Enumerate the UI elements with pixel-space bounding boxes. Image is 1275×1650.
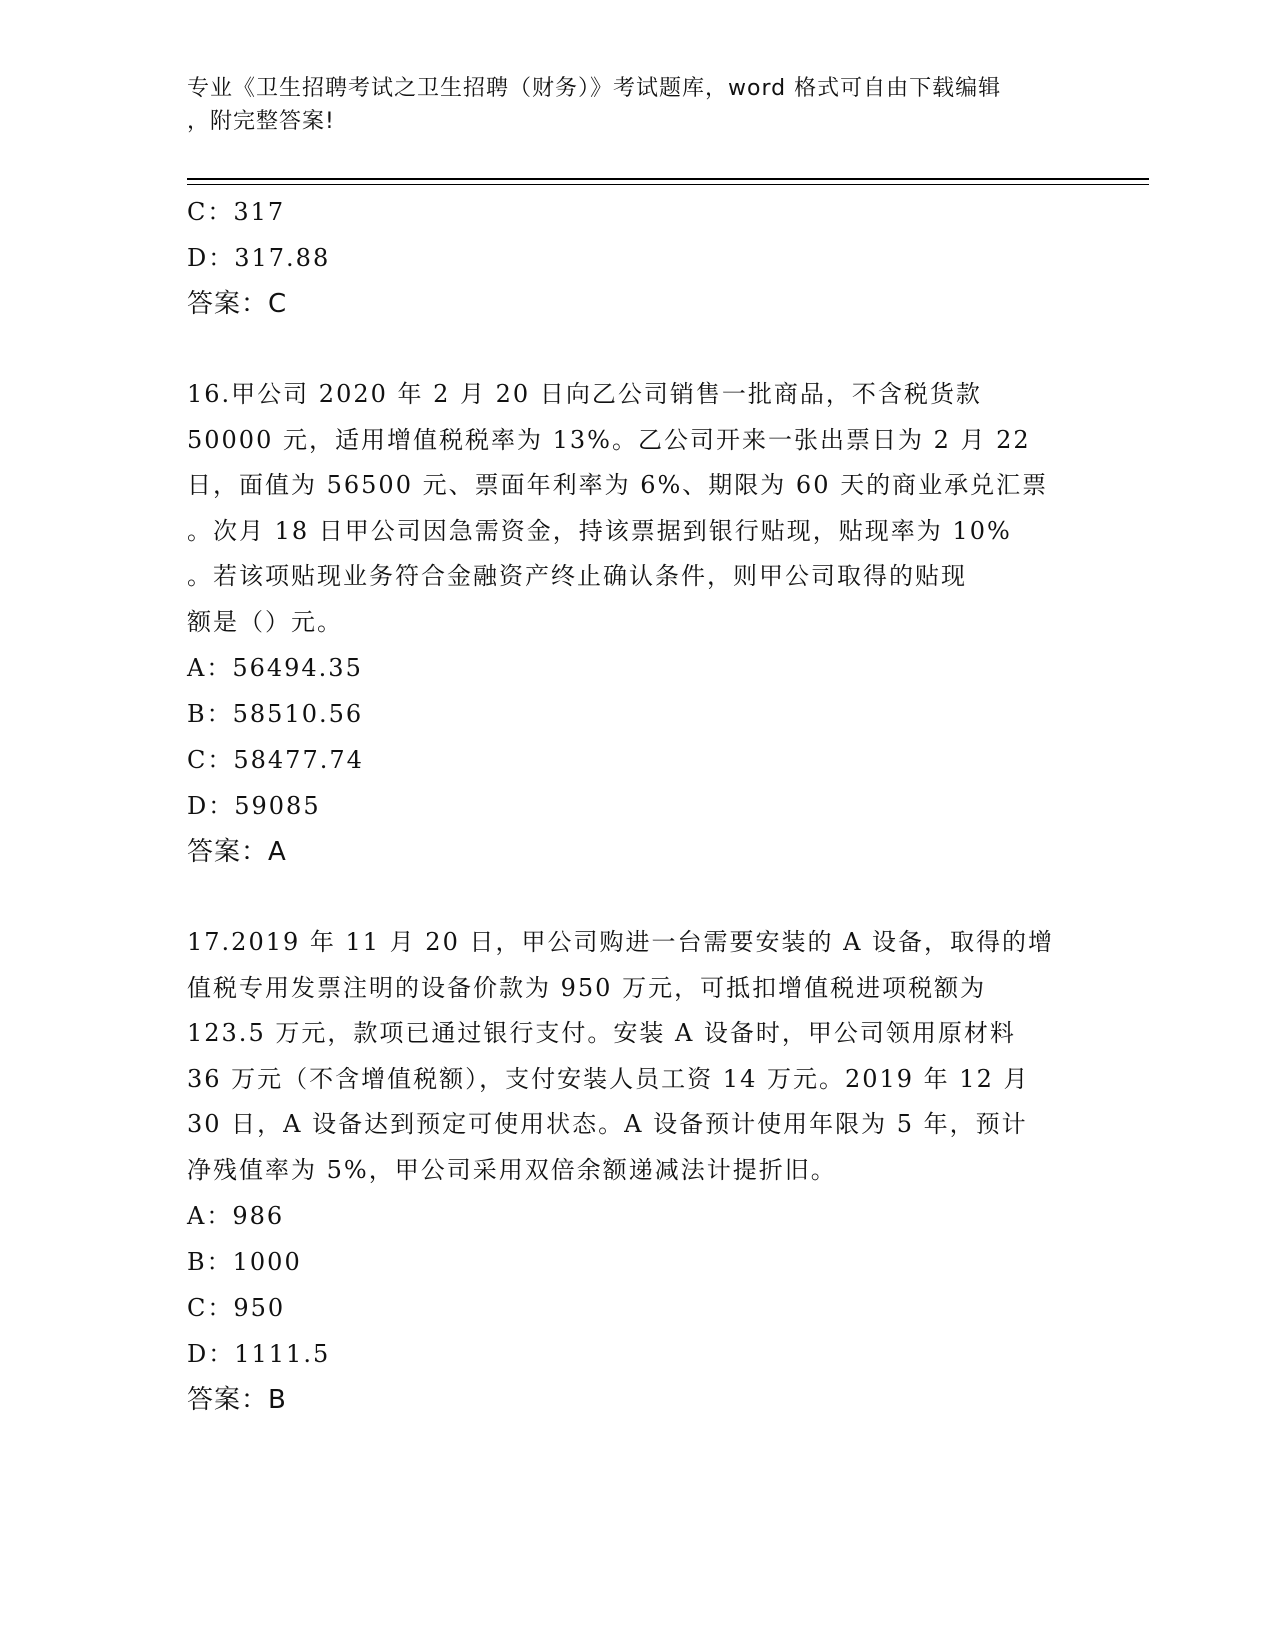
- question-text-line: 36 万元（不含增值税额），支付安装人员工资 14 万元。2019 年 12 月: [187, 1064, 1030, 1093]
- option-a: A：986: [187, 1202, 285, 1230]
- question-text-line: 50000 元，适用增值税税率为 13%。乙公司开来一张出票日为 2 月 22: [187, 425, 1031, 454]
- question-text-line: 额是（）元。: [187, 607, 343, 636]
- question-17: [187, 920, 1087, 1423]
- question-text-line: 。若该项贴现业务符合金融资产终止确认条件，则甲公司取得的贴现: [187, 562, 967, 590]
- option-d: D：59085: [187, 792, 321, 820]
- option-b: B：58510.56: [187, 700, 364, 728]
- question-text-line: 30 日，A 设备达到预定可使用状态。A 设备预计使用年限为 5 年，预计: [187, 1110, 1028, 1138]
- question-text-line: 值税专用发票注明的设备价款为 950 万元，可抵扣增值税进项税额为: [187, 973, 987, 1002]
- option-d: D：1111.5: [187, 1340, 331, 1368]
- answer-line: 答案：A: [187, 837, 287, 867]
- question-text-line: 123.5 万元，款项已通过银行支付。安装 A 设备时，甲公司领用原材料: [187, 1019, 1016, 1047]
- question-16: [187, 372, 1087, 875]
- answer-line: 答案：B: [187, 1385, 287, 1415]
- question-text-line: 。次月 18 日甲公司因急需资金，持该票据到银行贴现，贴现率为 10%: [187, 516, 1012, 545]
- header-divider-thin: [187, 184, 1149, 185]
- option-d: D：317.88: [187, 244, 331, 272]
- option-b: B：1000: [187, 1248, 302, 1276]
- question-text-line: 日，面值为 56500 元、票面年利率为 6%、期限为 60 天的商业承兑汇票: [187, 471, 1049, 499]
- option-c: C：317: [187, 198, 286, 226]
- answer-line: 答案：C: [187, 289, 288, 319]
- question-text-line: 净残值率为 5%，甲公司采用双倍余额递减法计提折旧。: [187, 1155, 837, 1184]
- option-a: A：56494.35: [187, 654, 363, 682]
- previous-question-tail: [187, 189, 1087, 327]
- document-body: [187, 189, 1087, 1423]
- question-text-line: 17.2019 年 11 月 20 日，甲公司购进一台需要安装的 A 设备，取得的增: [187, 928, 1055, 956]
- header-divider-thick: [187, 178, 1149, 180]
- question-text-line: 16.甲公司 2020 年 2 月 20 日向乙公司销售一批商品，不含税货款: [187, 380, 982, 408]
- option-c: C：58477.74: [187, 746, 364, 774]
- header-line-1: 专业《卫生招聘考试之卫生招聘（财务）》考试题库，word 格式可自由下载编辑: [187, 76, 1002, 101]
- option-c: C：950: [187, 1294, 286, 1322]
- document-header: [187, 72, 1087, 138]
- header-line-2: ，附完整答案!: [187, 109, 335, 134]
